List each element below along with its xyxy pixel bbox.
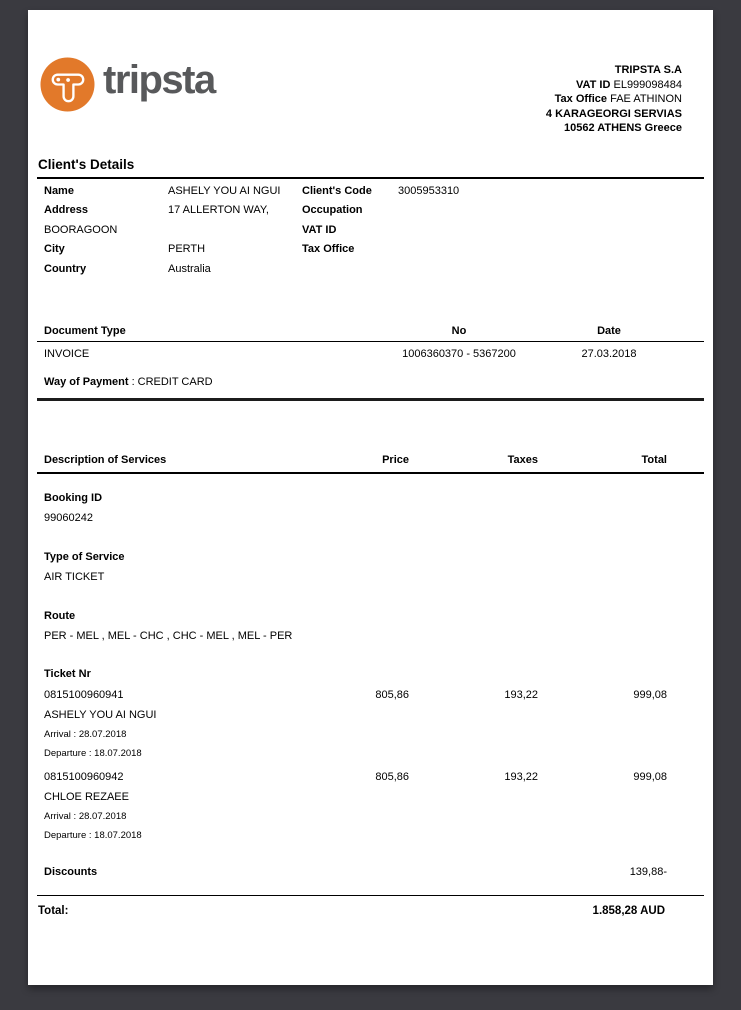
company-tax-office-line: Tax Office FAE ATHINON xyxy=(554,93,682,105)
document-info-section xyxy=(37,324,704,401)
tripsta-logo-text: tripsta xyxy=(103,58,215,102)
total-row xyxy=(37,904,704,919)
ticket-total: 999,08 xyxy=(633,771,667,783)
ticket-taxes: 193,22 xyxy=(504,771,538,783)
services-section xyxy=(37,453,704,919)
tripsta-logo xyxy=(40,57,215,112)
client-details-grid xyxy=(37,182,704,280)
client-address-label: Address xyxy=(44,204,89,216)
document-info-header xyxy=(37,324,704,339)
company-details xyxy=(546,57,682,136)
invoice-document xyxy=(28,10,713,985)
document-type-label: Document Type xyxy=(44,325,126,337)
ticket-nr-label: Ticket Nr xyxy=(44,668,91,680)
document-info-row xyxy=(37,342,704,362)
client-city-value: PERTH xyxy=(168,243,206,255)
client-details-title: Client's Details xyxy=(38,156,135,172)
ticket-row xyxy=(37,685,704,763)
company-address-line2: 10562 ATHENS Greece xyxy=(563,122,682,134)
services-desc-label: Description of Services xyxy=(44,454,167,466)
ticket-amounts-row xyxy=(37,767,704,787)
type-of-service-label: Type of Service xyxy=(44,551,125,563)
total-divider xyxy=(37,895,704,896)
services-table-header xyxy=(37,453,704,468)
client-tax-office-label: Tax Office xyxy=(302,243,355,255)
type-of-service-value: AIR TICKET xyxy=(44,571,105,583)
services-taxes-label: Taxes xyxy=(507,454,538,466)
ticket-departure: Departure : 18.07.2018 xyxy=(44,830,142,841)
route-value: PER - MEL , MEL - CHC , CHC - MEL , MEL - PER xyxy=(44,630,293,642)
ticket-departure: Departure : 18.07.2018 xyxy=(44,748,142,759)
services-total-label: Total xyxy=(641,454,667,466)
document-header xyxy=(37,10,704,136)
client-address-value: 17 ALLERTON WAY, xyxy=(168,204,269,216)
route-label: Route xyxy=(44,610,76,622)
document-no-value: 1006360370 - 5367200 xyxy=(402,348,516,360)
client-country-label: Country xyxy=(44,262,87,275)
company-vat-line: VAT ID EL999098484 xyxy=(575,78,682,91)
ticket-price: 805,86 xyxy=(375,689,409,701)
total-label: Total: xyxy=(38,905,69,917)
services-price-label: Price xyxy=(382,454,409,466)
client-tax-office-value xyxy=(398,240,704,260)
client-details-section xyxy=(37,157,704,280)
client-vat-label: VAT ID xyxy=(302,223,337,236)
payment-method-value: CREDIT CARD xyxy=(137,376,213,388)
client-code-label: Client's Code xyxy=(302,184,372,197)
client-name-value: ASHELY YOU AI NGUI xyxy=(168,184,281,197)
ticket-total: 999,08 xyxy=(633,689,667,701)
ticket-row xyxy=(37,767,704,845)
discounts-value: 139,88- xyxy=(629,866,667,878)
ticket-number: 0815100960941 xyxy=(44,689,124,701)
discounts-row xyxy=(37,865,704,879)
tripsta-logo-icon xyxy=(40,57,95,112)
client-country-value: Australia xyxy=(168,262,211,275)
client-name-label: Name xyxy=(44,184,74,197)
client-code-value: 3005953310 xyxy=(398,184,460,197)
services-header-divider xyxy=(37,472,704,474)
booking-id-label: Booking ID xyxy=(44,492,103,504)
client-occupation-label: Occupation xyxy=(302,204,363,216)
company-address-line1: 4 KARAGEORGI SERVIAS xyxy=(545,107,682,120)
client-vat-value xyxy=(398,221,704,241)
payment-method-line: Way of Payment : CREDIT CARD xyxy=(44,376,213,388)
booking-id-value: 99060242 xyxy=(44,512,93,524)
document-date-label: Date xyxy=(597,325,621,337)
client-city-label: City xyxy=(44,243,65,255)
document-no-label: No xyxy=(451,325,467,337)
ticket-passenger: CHLOE REZAEE xyxy=(44,791,129,803)
ticket-number: 0815100960942 xyxy=(44,771,124,783)
ticket-taxes: 193,22 xyxy=(504,689,538,701)
discounts-label: Discounts xyxy=(44,866,98,878)
total-value: 1.858,28 AUD xyxy=(592,905,665,917)
ticket-amounts-row xyxy=(37,685,704,705)
ticket-passenger: ASHELY YOU AI NGUI xyxy=(44,709,157,721)
client-address-line2: BOORAGOON xyxy=(44,223,118,236)
client-details-divider xyxy=(37,177,704,179)
company-name: TRIPSTA S.A xyxy=(614,64,682,76)
payment-method-label: Way of Payment xyxy=(44,376,129,388)
document-type-value: INVOICE xyxy=(44,348,90,360)
ticket-arrival: Arrival : 28.07.2018 xyxy=(44,811,127,822)
ticket-price: 805,86 xyxy=(375,771,409,783)
client-occupation-value xyxy=(398,201,704,221)
document-date-value: 27.03.2018 xyxy=(581,348,637,360)
payment-section-divider xyxy=(37,398,704,401)
ticket-arrival: Arrival : 28.07.2018 xyxy=(44,729,127,740)
